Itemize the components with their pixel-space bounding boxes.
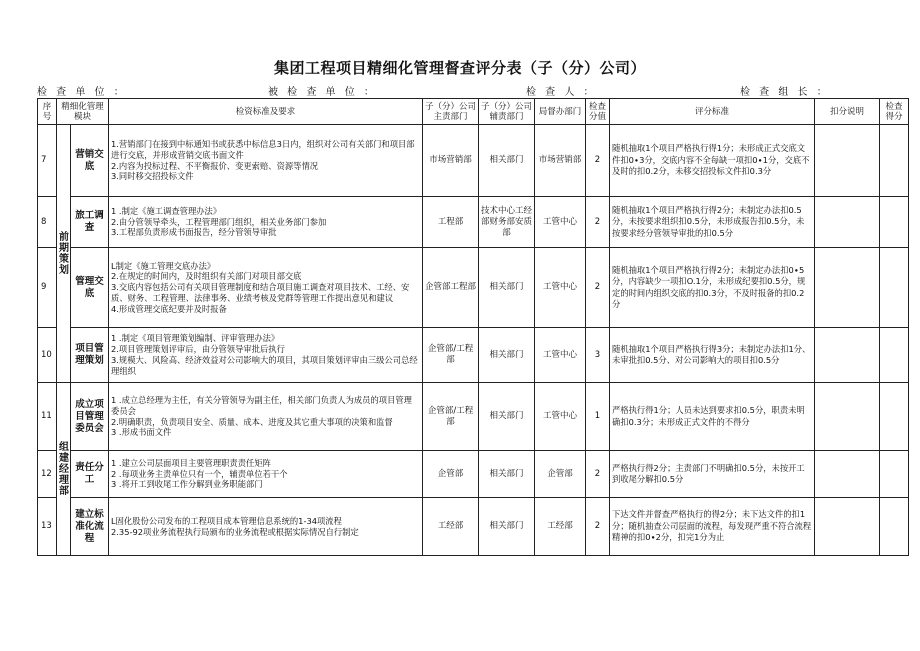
table-row <box>38 383 909 451</box>
header-standard: 检资标准及要求 <box>109 99 423 125</box>
standard-line: 2 .每项业务主责单位只有一个，辅责单位若干个 <box>111 468 288 479</box>
criteria-cell <box>610 248 815 328</box>
standard-cell <box>109 125 423 197</box>
main-dept: 工程部 <box>423 197 479 248</box>
standard-line: 3 .将开工到收尾工作分解到业务职能部门 <box>111 479 263 490</box>
score-value: 2 <box>586 125 610 197</box>
deduction-cell[interactable] <box>815 451 880 498</box>
criteria-cell <box>610 197 815 248</box>
table-row <box>38 498 909 556</box>
standard-cell <box>109 328 423 383</box>
header-aux-dept: 子（分）公司辅责部门 <box>479 99 535 125</box>
standard-line: L制定《施工管理交底办法》 <box>111 260 216 271</box>
aux-dept: 技术中心工经部财务部安质部 <box>479 197 535 248</box>
header-got: 检查得分 <box>880 99 909 125</box>
standard-line: 1 .成立总经理为主任，有关分管领导为副主任，相关部门负责人为成员的项目管理委员会 <box>111 394 412 416</box>
header-row <box>38 99 909 125</box>
main-dept: 市场营销部 <box>423 125 479 197</box>
deduction-cell[interactable] <box>815 328 880 383</box>
standard-line: 3.同时移交招投标文件 <box>111 171 194 182</box>
standard-cell <box>109 383 423 451</box>
criteria-text: 随机抽取1个项目严格执行得2分；未制定办法扣0∙5分，内容缺少一项扣O.1分，未形成纪要扣0.5分，规定的时间内组织交底的扣0.3分，不及时报备的扣0.2分 <box>612 264 806 309</box>
criteria-text: 随机抽取1个项目严格执行得1分；未形成正式交底文件扣0∙3分，交底内容不全每缺一项扣0∙1分，交底不及时的扣0.2分，未移交招投标文件扣0.3分 <box>612 143 810 177</box>
standard-line: 2.明确职责，负责项目安全、质量、成本、进度及其它重大事项的决策和监督 <box>111 416 393 427</box>
standard-line: 3.交底内容包括公司有关项目管理制度和结合项目施工调查对项目技术、工经、安质、财务、工程管理、法律事务、业绩考核及党群等管理工作提出意见和建议 <box>111 282 410 303</box>
standard-line: 3 .形成书面文件 <box>111 427 172 438</box>
got-cell[interactable] <box>880 498 909 556</box>
score-value: 2 <box>586 451 610 498</box>
row-index: 10 <box>38 328 57 383</box>
module-name: 项目管理策划 <box>71 328 109 383</box>
supervise-dept: 工管中心 <box>535 328 586 383</box>
criteria-text: 严格执行得1分；人员未达到要求扣0.5分，职责未明确扣0.3分；未形成正式文件的不得分 <box>612 405 805 427</box>
header-deduction: 扣分说明 <box>815 99 880 125</box>
header-criteria: 评分标准 <box>610 99 815 125</box>
module-name: 营销交底 <box>71 125 109 197</box>
table-row <box>38 248 909 328</box>
criteria-text: 严格执行得2分；主责部门不明确扣0.5分，未按开工到收尾分解扣0.5分 <box>612 462 805 484</box>
row-index: 7 <box>38 125 57 197</box>
standard-line: 1.营销部门在接到中标通知书或获悉中标信息3日内，组织对公司有关部门和项目部进行交底，并形成营销交底书面文件 <box>111 138 415 160</box>
aux-dept: 相关部门 <box>479 125 535 197</box>
deduction-cell[interactable] <box>815 498 880 556</box>
main-dept: 企管部 <box>423 451 479 498</box>
row-index: 13 <box>38 498 57 556</box>
standard-line: 2.项目管理策划评审后，由分管领导审批后执行 <box>111 344 285 355</box>
got-cell[interactable] <box>880 125 909 197</box>
score-value: 3 <box>586 328 610 383</box>
group-label: 前期策划 <box>57 125 71 383</box>
criteria-text: 下达文件并督查严格执行的得2分；未下达文件的扣1分；随机抽查公司层面的流程，每发现严重不符合流程精神的扣0∙2分，扣完1分为止 <box>612 509 812 543</box>
score-value: 2 <box>586 248 610 328</box>
module-name: 旅工调查 <box>71 197 109 248</box>
module-name: 管理交底 <box>71 248 109 328</box>
standard-cell <box>109 498 423 556</box>
standard-line: 3.工程部负责形成书面报告，经分管领导审批 <box>111 227 277 238</box>
score-value: 2 <box>586 498 610 556</box>
group-label: 组建经理部 <box>57 383 71 556</box>
got-cell[interactable] <box>880 248 909 328</box>
criteria-cell <box>610 451 815 498</box>
row-index: 9 <box>38 248 57 328</box>
supervise-dept: 企管部 <box>535 451 586 498</box>
got-cell[interactable] <box>880 451 909 498</box>
evaluation-table <box>37 98 909 556</box>
supervise-dept: 工经部 <box>535 498 586 556</box>
standard-line: 2.在规定的时间内，及时组织有关部门对项目部交底 <box>111 271 302 282</box>
supervise-dept: 市场营销部 <box>535 125 586 197</box>
deduction-cell[interactable] <box>815 383 880 451</box>
criteria-cell <box>610 498 815 556</box>
standard-line: 2.由分管领导牵头，工程管理部门组织，相关业务部门参加 <box>111 216 327 227</box>
standard-cell <box>109 197 423 248</box>
standard-line: 3.规模大、风险高、经济效益对公司影响大的项目，其项目策划评审由三级公司总经理组织 <box>111 355 418 376</box>
score-value: 2 <box>586 197 610 248</box>
criteria-cell <box>610 328 815 383</box>
inspecting-unit-label: 检 查 单 位 ： <box>37 87 127 98</box>
row-index: 12 <box>38 451 57 498</box>
table-row <box>38 451 909 498</box>
main-dept: 企管部工程部 <box>423 248 479 328</box>
main-dept: 企管部/工程部 <box>423 328 479 383</box>
aux-dept: 相关部门 <box>479 383 535 451</box>
score-value: 1 <box>586 383 610 451</box>
inspected-unit-label: 被 检 查 单 位 ： <box>268 87 377 98</box>
standard-line: 2.内容为投标过程、不平衡报价、变更索赔、资源等情况 <box>111 160 319 171</box>
standard-line: 1 .制定《项目管理策划编制、评审管理办法》 <box>111 333 280 344</box>
supervise-dept: 工管中心 <box>535 248 586 328</box>
standard-line: 1 .建立公司层面项目主要管理职责责任矩阵 <box>111 457 271 468</box>
standard-cell <box>109 248 423 328</box>
inspector-label: 检 查 人 ： <box>526 87 597 98</box>
aux-dept: 相关部门 <box>479 328 535 383</box>
table-row <box>38 125 909 197</box>
module-name: 责任分工 <box>71 451 109 498</box>
supervise-dept: 工管中心 <box>535 197 586 248</box>
criteria-cell <box>610 125 815 197</box>
deduction-cell[interactable] <box>815 197 880 248</box>
header-seq: 序号 <box>38 99 57 125</box>
module-name: 建立标准化流程 <box>71 498 109 556</box>
aux-dept: 相关部门 <box>479 451 535 498</box>
deduction-cell[interactable] <box>815 125 880 197</box>
row-index: 11 <box>38 383 57 451</box>
header-module: 精细化管理模块 <box>57 99 109 125</box>
row-index: 8 <box>38 197 57 248</box>
got-cell[interactable] <box>880 197 909 248</box>
criteria-text: 随机抽取1个项目严格执行得3分；未制定办法扣1分、未审批扣0.5分、对公司影响大的项目扣0.5分 <box>612 343 811 365</box>
criteria-cell <box>610 383 815 451</box>
aux-dept: 相关部门 <box>479 498 535 556</box>
supervise-dept: 工管中心 <box>535 383 586 451</box>
module-name: 成立项目管理委员会 <box>71 383 109 451</box>
got-cell[interactable] <box>880 328 909 383</box>
header-supervise-dept: 局督办部门 <box>535 99 586 125</box>
table-row <box>38 197 909 248</box>
main-dept: 企管部/工程部 <box>423 383 479 451</box>
standard-line: 1 .制定《施工调查管理办法》 <box>111 205 222 216</box>
standard-line: 4.形成管理交底纪要并及时报备 <box>111 303 227 314</box>
header-score: 检查分值 <box>586 99 610 125</box>
team-leader-label: 检 查 组 长 ： <box>740 87 830 98</box>
got-cell[interactable] <box>880 383 909 451</box>
page-title: 集团工程项目精细化管理督查评分表（子（分）公司） <box>273 59 646 77</box>
header-main-dept: 子（分）公司主责部门 <box>423 99 479 125</box>
standard-cell <box>109 451 423 498</box>
aux-dept: 相关部门 <box>479 248 535 328</box>
standard-line: 2.35-92项业务流程执行局颁布的业务流程或根据实际情况自行制定 <box>111 526 359 537</box>
deduction-cell[interactable] <box>815 248 880 328</box>
criteria-text: 随机抽取1个项目严格执行得2分；未制定办法扣0.5分，未按要求组织扣0.5分，未形成报告扣0.5分，未按要求经分管领导审批的扣0.5分 <box>612 204 805 238</box>
table-row <box>38 328 909 383</box>
standard-line: L固化股份公司发布的工程项目成本管理信息系统的1-34项流程 <box>111 515 342 526</box>
main-dept: 工经部 <box>423 498 479 556</box>
